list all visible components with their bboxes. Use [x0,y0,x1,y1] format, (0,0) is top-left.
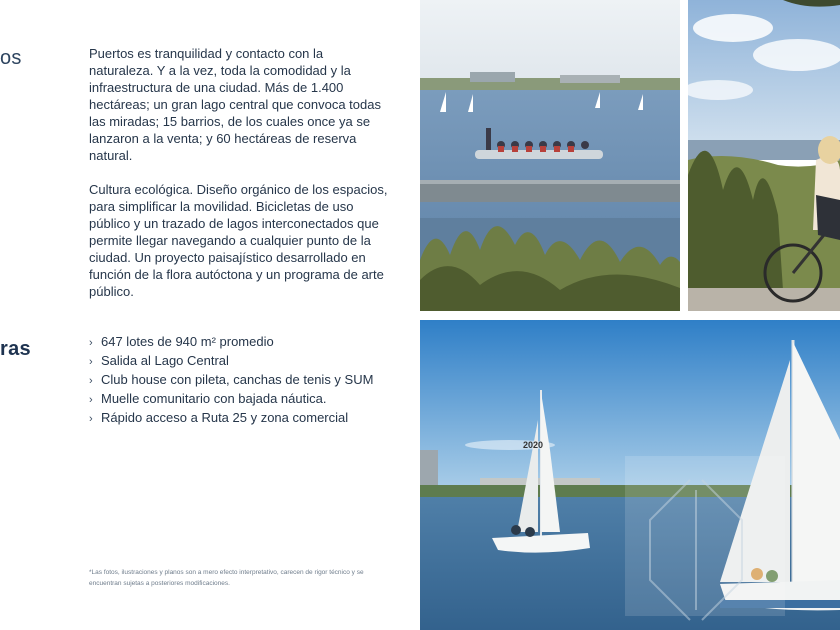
chevron-right-icon: › [89,394,93,406]
list-item [89,352,373,371]
photo-sailboats [420,320,840,630]
chevron-right-icon: › [89,375,93,387]
sail-number: 2020 [523,440,544,450]
list-item [89,371,373,390]
features-list [89,333,373,428]
list-item [89,333,373,352]
intro-paragraph: Puertos es tranquilidad y contacto con la naturaleza. Y a la vez, toda la comodidad y la infraestructura de una ciudad. Más de 1.400 hectáreas; un gran lago central que convoca todas las miradas; 15 barrios, de los cuales once ya se lanzaron a la venta; y 60 hectáreas de reserva natural. [89,46,381,163]
chevron-right-icon: › [89,337,93,349]
photo-lake-rowers [420,0,680,311]
list-item [89,409,373,428]
feature-text: Club house con pileta, canchas de tenis y SUM [101,372,374,387]
section-heading-partial-top: os [0,47,22,69]
section-heading-partial-bottom: ras [0,338,31,360]
list-item [89,390,373,409]
feature-text: Salida al Lago Central [101,353,229,368]
chevron-right-icon: › [89,356,93,368]
chevron-right-icon: › [89,413,93,425]
feature-text: Rápido acceso a Ruta 25 y zona comercial [101,410,349,425]
feature-text: Muelle comunitario con bajada náutica. [101,391,327,406]
eco-paragraph: Cultura ecológica. Diseño orgánico de los espacios, para simplificar la movilidad. Bicicletas de uso público y un trazado de lagos interconectados que permite llegar navegando a cualquier punto de la ciudad. Un proyecto paisajístico desarrollado en función de la flora autóctona y un programa de arte público. [89,182,388,299]
photo-cyclist [688,0,840,311]
feature-text: 647 lotes de 940 m² promedio [101,334,274,349]
disclaimer-footnote: *Las fotos, ilustraciones y planos son a mero efecto interpretativo, carecen de rigor técnico y se encuentran sujetas a posteriores modificaciones. [89,569,364,587]
